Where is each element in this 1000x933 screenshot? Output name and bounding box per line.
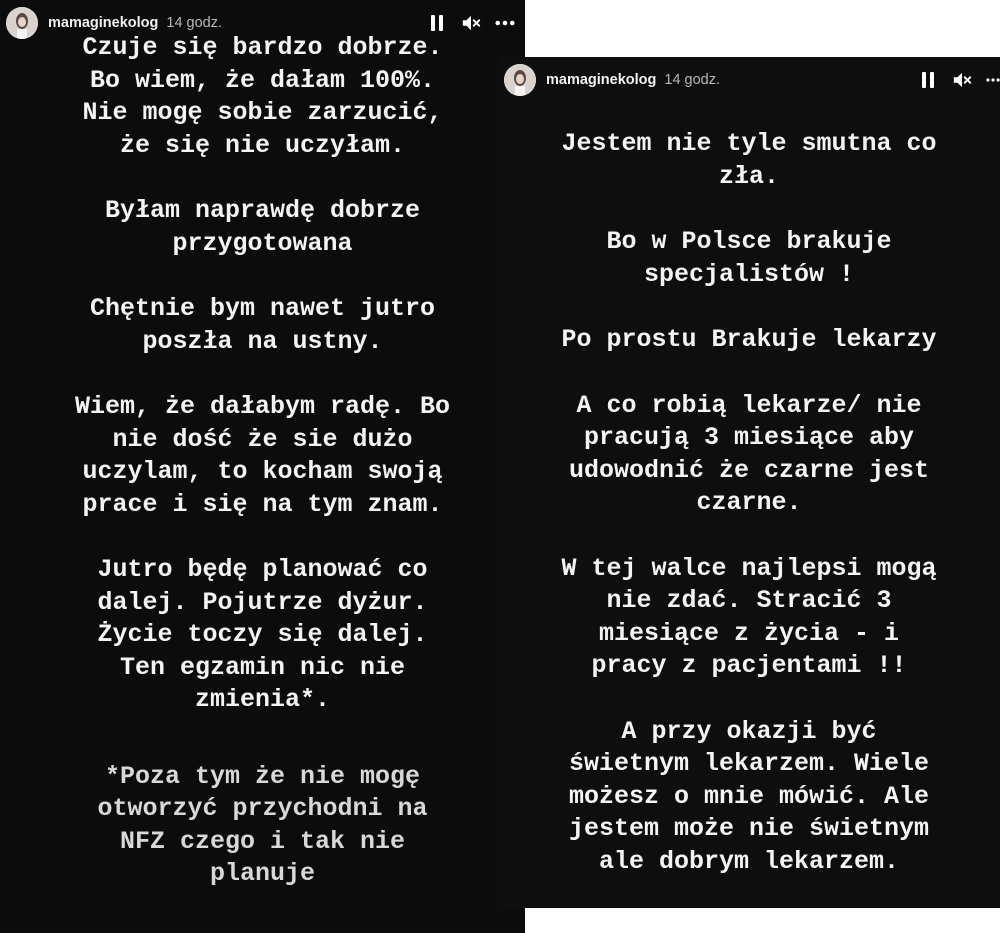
text-line: *Poza tym że nie mogę — [104, 761, 421, 791]
text-paragraph — [0, 761, 525, 891]
text-line: Chętnie bym nawet jutro — [89, 294, 436, 323]
text-line: miesiące z życia - i — [598, 618, 900, 648]
timestamp: 14 godz. — [166, 15, 223, 31]
text-paragraph — [0, 293, 525, 358]
text-line: prace i się na tym znam. — [82, 489, 443, 519]
text-line: przygotowana — [172, 228, 353, 258]
text-line: Czuje się bardzo dobrze. — [82, 33, 443, 62]
pause-icon[interactable] — [918, 70, 938, 90]
text-paragraph — [0, 391, 525, 521]
text-line: Bo wiem, że dałam 100%. — [89, 65, 436, 95]
username[interactable]: mamaginekolog — [546, 72, 657, 88]
text-line: Bo w Polsce brakuje — [606, 227, 892, 256]
text-line: ale dobrym lekarzem. — [598, 846, 900, 876]
more-icon[interactable] — [986, 70, 1000, 90]
mute-icon[interactable] — [461, 13, 481, 33]
text-line: Życie toczy się dalej. — [97, 620, 428, 649]
story-controls — [427, 13, 515, 33]
text-paragraph — [498, 226, 1000, 291]
text-line: Ten egzamin nic nie — [119, 652, 406, 682]
text-paragraph — [0, 32, 525, 162]
text-line: świetnym lekarzem. Wiele — [568, 749, 930, 778]
text-line: zła. — [718, 161, 779, 191]
text-line: planuje — [209, 859, 316, 888]
text-line: nie zdać. Stracić 3 — [606, 586, 892, 615]
text-line: otworzyć przychodni na — [97, 794, 428, 823]
mute-icon[interactable] — [952, 70, 972, 90]
text-line: czarne. — [696, 488, 802, 517]
text-line: poszła na ustny. — [142, 326, 383, 356]
text-line: pracy z pacjentami !! — [591, 651, 907, 680]
text-line: możesz o mnie mówić. Ale — [568, 781, 930, 811]
pause-icon[interactable] — [427, 13, 447, 33]
username[interactable]: mamaginekolog — [48, 15, 159, 31]
text-paragraph — [0, 195, 525, 260]
story-right — [498, 57, 1000, 908]
text-line: A przy okazji być — [621, 716, 877, 746]
text-line: udowodnić że czarne jest — [568, 455, 930, 485]
text-line: Byłam naprawdę dobrze — [104, 196, 421, 225]
text-line: dalej. Pojutrze dyżur. — [97, 587, 428, 617]
text-line: zmienia*. — [194, 685, 331, 714]
text-line: Jutro będę planować co — [97, 555, 428, 584]
text-line: NFZ czego i tak nie — [119, 826, 406, 856]
text-line: Jestem nie tyle smutna co — [561, 129, 937, 158]
text-line: pracują 3 miesiące aby — [583, 423, 915, 452]
story-text — [0, 32, 525, 924]
more-icon[interactable] — [495, 13, 515, 33]
text-paragraph — [498, 324, 1000, 357]
text-paragraph — [498, 390, 1000, 520]
avatar[interactable] — [504, 64, 536, 96]
text-line: Po prostu Brakuje lekarzy — [561, 325, 937, 354]
text-line: uczylam, to kocham swoją — [82, 457, 443, 486]
timestamp: 14 godz. — [664, 72, 721, 88]
story-controls — [918, 70, 1000, 90]
text-line: specjalistów ! — [643, 259, 855, 289]
text-line: Wiem, że dałabym radę. Bo — [74, 392, 451, 421]
text-line: Nie mogę sobie zarzucić, — [82, 98, 443, 127]
story-text — [498, 128, 1000, 908]
text-paragraph — [498, 553, 1000, 683]
text-line: A co robią lekarze/ nie — [576, 390, 922, 420]
text-paragraph — [498, 128, 1000, 193]
text-line: nie dość że sie dużo — [112, 424, 413, 454]
text-paragraph — [498, 716, 1000, 879]
text-line: że się nie uczyłam. — [119, 130, 406, 160]
text-line: jestem może nie świetnym — [568, 814, 930, 843]
text-paragraph — [0, 554, 525, 717]
story-header — [498, 57, 1000, 103]
text-line: W tej walce najlepsi mogą — [561, 553, 937, 583]
